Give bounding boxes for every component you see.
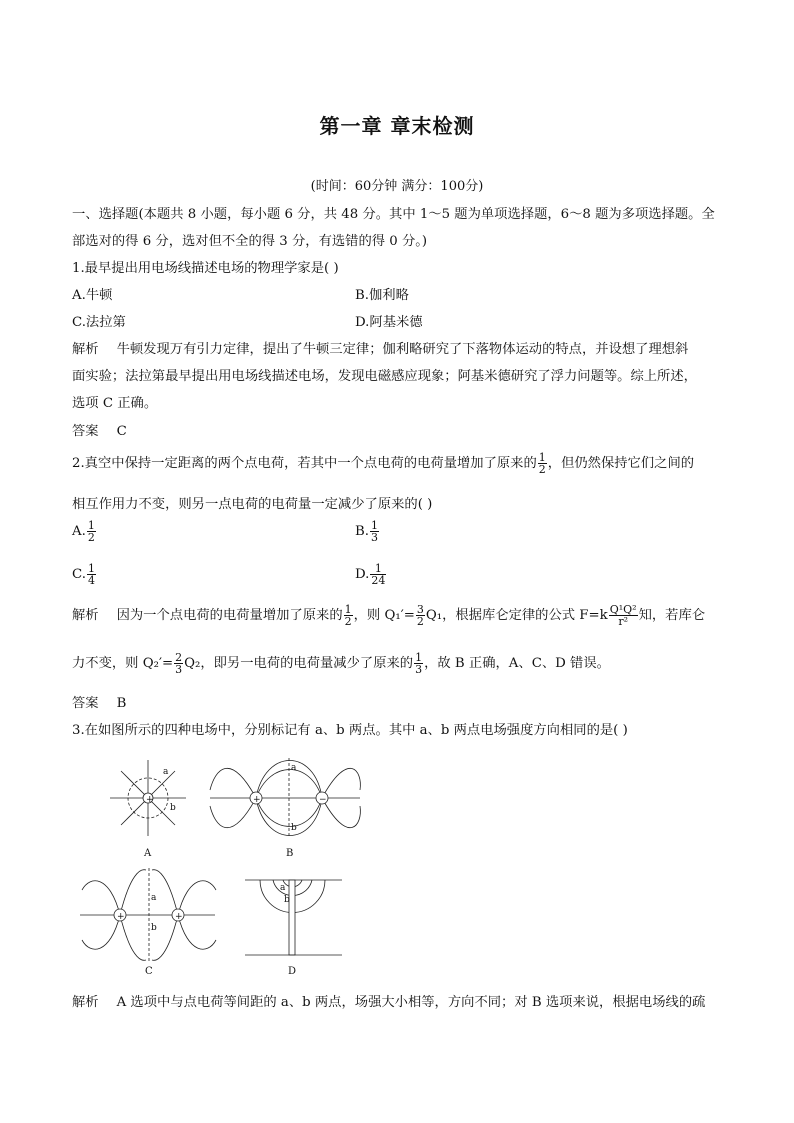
q1-option-d: D.阿基米德: [355, 315, 423, 330]
q1-analysis-line1: [72, 338, 688, 357]
q2-option-c: C. $\frac{1}{4}$: [72, 562, 95, 587]
fig-b-point-a: a: [291, 763, 297, 773]
page-title: 第一章 章末检测: [319, 114, 475, 138]
fig-c-plus-2: +: [175, 912, 183, 922]
fig-b-point-b: b: [291, 823, 297, 833]
q3-figure: [70, 750, 370, 980]
q3-analysis-line1: [72, 991, 705, 1010]
q2-stem-line2: 相互作用力不变，则另一点电荷的电荷量一定减少了原来的( ): [72, 497, 433, 512]
fig-a-point-b: b: [170, 803, 176, 813]
fig-d-point-b: b: [284, 895, 290, 905]
q1-option-b: B.伽利略: [355, 288, 409, 303]
fig-c-point-a: a: [151, 893, 157, 903]
q2-answer-label: 答案: [72, 696, 99, 711]
fig-d-point-a: a: [280, 883, 286, 893]
fig-b-minus: −: [319, 795, 327, 805]
q2-stem-text-b: ，但仍然保持它们之间的: [547, 456, 695, 471]
fig-c-plus-1: +: [117, 912, 125, 922]
q1-analysis-text1: 牛顿发现万有引力定律，提出了牛顿三定律；伽利略研究了下落物体运动的特点，并设想了理想斜: [116, 342, 689, 357]
figure-d-field: [245, 880, 342, 955]
q2-analysis-label: 解析: [72, 608, 99, 623]
q1-option-a: A.牛顿: [72, 288, 113, 303]
q2-analysis-line1: 解析 因为一个点电荷的电荷量增加了原来的 $\frac{1}{2}$ ，则 Q₁′= $\frac{3}{2}$ Q₁，根据库仑定律的公式 F=k $\frac{\text{Q¹Q²}}{\text{r²}}$ 知，若库仑: [72, 603, 706, 628]
q3-analysis-label: 解析: [72, 995, 99, 1010]
q1-analysis-label: 解析: [72, 342, 99, 357]
q2-option-d: D. $\frac{1}{24}$: [355, 562, 386, 587]
q2-option-b: B. $\frac{1}{3}$: [355, 519, 378, 544]
figure-label-b: B: [286, 848, 294, 859]
q1-analysis-line3: 选项 C 正确。: [72, 396, 158, 411]
q2-answer: [72, 692, 126, 711]
q1-analysis-line2: 面实验；法拉第最早提出用电场线描述电场，发现电磁感应现象；阿基米德研究了浮力问题等。综上所述，: [72, 369, 697, 384]
figure-label-c: C: [145, 966, 153, 977]
figure-b-field: [210, 758, 360, 838]
q1-answer-label: 答案: [72, 424, 99, 439]
fig-a-point-a: a: [163, 767, 169, 777]
section-instructions-line2: 部选对的得 6 分，选对但不全的得 3 分，有选错的得 0 分。): [72, 234, 428, 249]
figure-label-a: A: [144, 848, 152, 859]
exam-time-info: (时间：60分钟 满分：100分): [310, 179, 484, 194]
q2-stem-fraction: $\frac{1}{2}$: [538, 451, 546, 476]
fig-c-point-b: b: [151, 923, 157, 933]
q2-stem-line1: [72, 452, 694, 475]
figure-label-d: D: [288, 966, 297, 977]
section-instructions-line1: 一、选择题(本题共 8 小题，每小题 6 分，共 48 分。其中 1～5 题为单项选择题，6～8 题为多项选择题。全: [72, 207, 715, 222]
q1-stem: 1.最早提出用电场线描述电场的物理学家是( ): [72, 261, 339, 276]
q2-stem-text-a: 2.真空中保持一定距离的两个点电荷，若其中一个点电荷的电荷量增加了原来的: [72, 456, 537, 471]
q3-analysis-text1: A 选项中与点电荷等间距的 a、b 两点，场强大小相等，方向不同；对 B 选项来说，根据电场线的疏: [116, 995, 706, 1010]
q2-answer-value: B: [116, 696, 127, 711]
figure-c-field: [80, 868, 216, 962]
q2-option-a: A. $\frac{1}{2}$: [72, 519, 95, 544]
q2-analysis-line2: 力不变，则 Q₂′= $\frac{2}{3}$ Q₂，即另一电荷的电荷量减少了原来的 $\frac{1}{3}$ ，故 B 正确，A、C、D 错误。: [72, 651, 610, 676]
fig-b-plus: +: [253, 795, 261, 805]
q1-answer: [72, 420, 127, 439]
q1-option-c: C.法拉第: [72, 315, 126, 330]
q3-stem: 3.在如图所示的四种电场中，分别标记有 a、b 两点。其中 a、b 两点电场强度方向相同的是( ): [72, 723, 628, 738]
fig-a-plus: +: [146, 795, 154, 805]
q1-answer-value: C: [116, 424, 127, 439]
